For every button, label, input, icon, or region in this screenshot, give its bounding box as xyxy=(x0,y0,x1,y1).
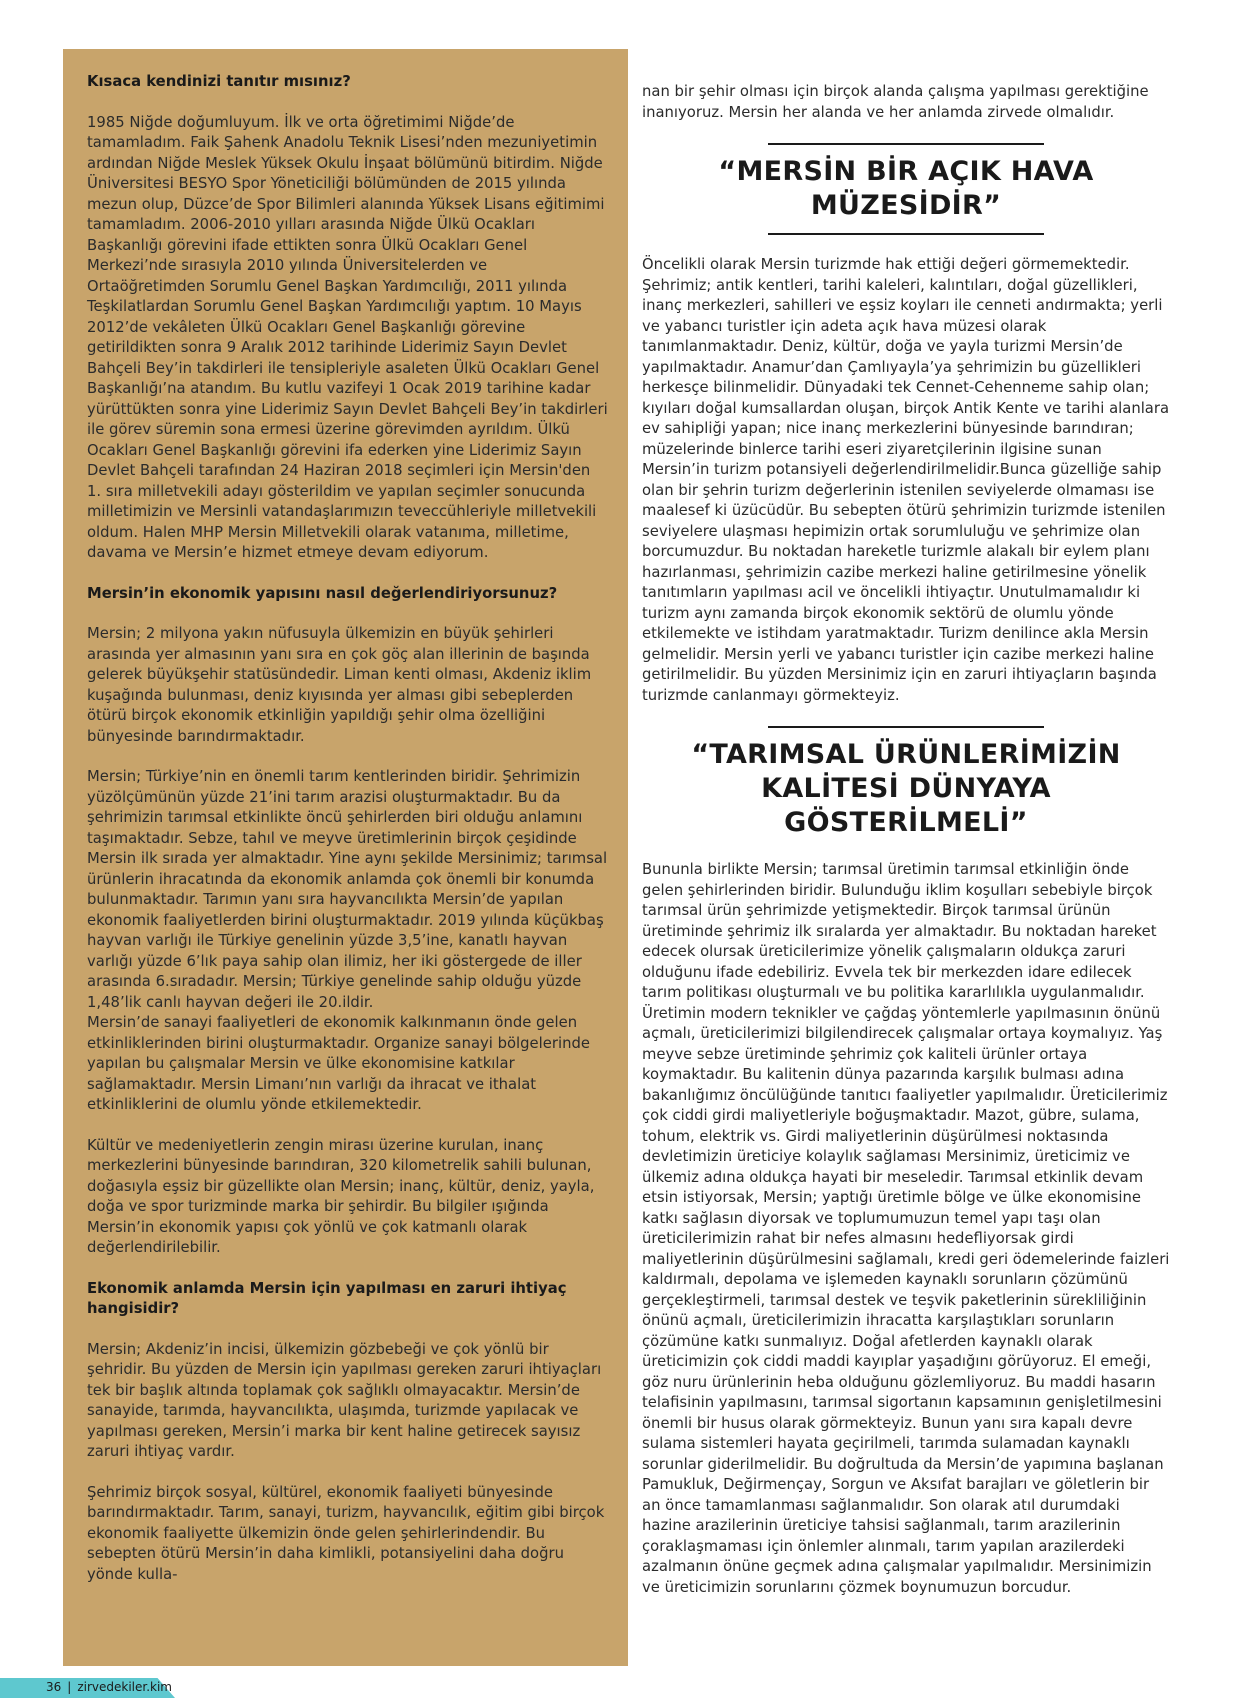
answer-2-para-1: Mersin; 2 milyona yakın nüfusuyla ülkemizin en büyük şehirleri arasında yer almasının yanı sıra en çok göç alan illerinin de başında gelerek büyükşehir statüsündedir. Liman kenti olması, Akdeniz iklim kuşağında bulunması, deniz kıyısında yer alması gibi sebeplerden ötürü birçok ekonomik etkinliğin yapıldığı şehir olma özelliğini bünyesinde barındırmaktadır. xyxy=(87,625,592,745)
page-footer xyxy=(0,1678,190,1700)
page-number: 36 xyxy=(46,1680,62,1694)
footer-separator: | xyxy=(67,1680,72,1694)
tourism-paragraph: Öncelikli olarak Mersin turizmde hak ettiği değeri görmemektedir. Şehrimiz; antik kentleri, tarihi kaleleri, kalıntıları, doğal güzellikleri, inanç merkezleri, sahilleri ve eşsiz koyları ile cenneti andırmakta; yerli ve yabancı turistler için adeta açık hava müzesi olarak tanımlanmaktadır. Deniz, kültür, doğa ve yayla turizmi Mersin’de yapılmaktadır. Anamur’dan Çamlıyayla’ya şehrimizin bu güzellikleri herkesçe bilinmelidir. Dünyadaki tek Cennet-Cehenneme sahip olan; kıyıları doğal kumsallardan oluşan, birçok Antik Kente ve tarihi alanlara ev sahipliği yapan; nice inanç merkezlerini bünyesinde barındıran; müzelerinde binlerce tarihi eseri ziyaretçilerinin ilgisine sunan Mersin’in turizm potansiyeli değerlendirilmelidir.Bunca güzelliğe sahip olan bir şehrin turizm değerlerinin istenilen seviyelerde olmaması ise maalesef ki üzücüdür. Bu sebepten ötürü şehrimizin turizmde istenilen seviyelere ulaşması hepimizin ortak sorumluluğu ve şehrimize olan borcumuzdur. Bu noktadan hareketle turizmle alakalı bir eylem planı hazırlanması, şehrimizin cazibe merkezi haline getirilmesine yönelik tanıtımların yapılması acil ve öncelikli ihtiyaçtır. Unutulmamalıdır ki turizm aynı zamanda birçok ekonomik sektörü de olumlu yönde etkilemekte ve istihdam yaratmaktadır. Turizm denilince akla Mersin gelmelidir. Mersin yerli ve yabancı turistler için cazibe merkezi haline getirilmelidir. Bu yüzden Mersinimiz için en zaruri ihtiyaçların başında turizmde canlanmayı görmekteyiz. xyxy=(642,256,1170,704)
divider xyxy=(768,726,1044,728)
question-2: Mersin’in ekonomik yapısını nasıl değerlendiriyorsunuz? xyxy=(87,584,558,602)
answer-2-para-2: Mersin; Türkiye’nin en önemli tarım kentlerinden biridir. Şehrimizin yüzölçümünün yüzde 21’ini tarım arazisi oluşturmaktadır. Bu da şehrimizin tarımsal etkinlikte öncü şehirlerden biri olduğu anlamını taşımaktadır. Sebze, tahıl ve meyve üretimlerinin birçok çeşidinde Mersin ilk sırada yer almaktadır. Yine aynı şekilde Mersinimiz; tarımsal ürünlerin ihracatında da ekonomik anlamda çok önemli bir konumda bulunmaktadır. Tarımın yanı sıra hayvancılıkta Mersin’de yapılan ekonomik faaliyetlerden birini oluşturmaktadır. 2019 yılında küçükbaş hayvan varlığı ile Türkiye genelinin yüzde 3,5’ine, kanatlı hayvan varlığı yüzde 6’lık paya sahip olan ilimiz, her iki göstergede de iller arasında 6.sıradadır. Mersin; Türkiye genelinde sahip olduğu yüzde 1,48’lik canlı hayvan değeri ile 20.ildir. xyxy=(87,768,608,1011)
answer-2-para-3: Mersin’de sanayi faaliyetleri de ekonomik kalkınmanın önde gelen etkinliklerinden birini oluşturmaktadır. Organize sanayi bölgelerinde yapılan bu çalışmalar Mersin ve ülke ekonomisine katkılar sağlamaktadır. Mersin Limanı’nın varlığı da ihracat ve ithalat etkinliklerini de olumlu yönde etkilemektedir. xyxy=(87,1014,590,1113)
site-link[interactable]: zirvedekiler.kim xyxy=(77,1680,172,1694)
continued-paragraph: nan bir şehir olması için birçok alanda çalışma yapılması gerektiğine inanıyoruz. Mersin her alanda ve her anlamda zirvede olmalıdır. xyxy=(642,83,1149,121)
answer-3-para-1: Mersin; Akdeniz’in incisi, ülkemizin gözbebeği ve çok yönlü bir şehridir. Bu yüzden de Mersin için yapılması gereken zaruri ihtiyaçları tek bir başlık altında toplamak çok sağlıklı olmayacaktır. Mersin’de sanayide, tarımda, hayvancılıkta, ulaşımda, turizmde yapılacak ve yapılması gereken, Mersin’i marka bir kent haline getirecek sayısız zaruri ihtiyaç vardır. xyxy=(87,1340,602,1460)
pull-quote-1 xyxy=(642,143,1170,235)
agriculture-paragraph: Bununla birlikte Mersin; tarımsal üretimin tarımsal etkinliğin önde gelen şehirlerinden biridir. Bulunduğu iklim koşulları sebebiyle birçok tarımsal ürün şehrimizde yetişmektedir. Birçok tarımsal ürünün üretiminde şehrimiz ilk sıralarda yer almaktadır. Bu noktadan hareket edecek olursak üreticilerimize yönelik çalışmaların oldukça zaruri olduğunu ifade edebiliriz. Evvela tek bir merkezden idare edilecek tarım politikası oluşturmalı ve bu politika kararlılıkla uygulanmalıdır. Üretimin modern teknikler ve çağdaş yöntemlerle yapılmasının önünü açmalı, üreticilerimizi bilgilendirecek çalışmalar ortaya koymalıyız. Yaş meyve sebze üretiminde şehrimiz çok kaliteli ürünler ortaya koymaktadır. Bu kalitenin dünya pazarında karşılık bulması adına bakanlığımız öncülüğünde tanıtıcı faaliyetler yapılmalıdır. Üreticilerimiz çok ciddi girdi maliyetleriyle boğuşmaktadır. Mazot, gübre, sulama, tohum, elektrik vs. Girdi maliyetlerinin düşürülmesi noktasında devletimizin üreticiye kolaylık sağlaması Mersinimiz, üreticimiz ve ülkemiz adına oldukça hayati bir meseledir. Tarımsal etkinlik devam etsin istiyorsak, Mersin; yaptığı üretimle bölge ve ülke ekonomisine katkı sağlasın diyorsak ve toplumumuzun temel yapı taşı olan üreticilerimizin rahat bir nefes almasını hedefliyorsak girdi maliyetlerinin düşürülmesini sağlamalı, kredi geri ödemelerinde faizleri kaldırmalı, depolama ve işlemeden kaynaklı sorunların çözümünü gerçekleştirmeli, tarımsal destek ve teşvik paketlerinin sürekliliğinin önünü açmalı, üreticilerimizin ihracatta karşılaştıkları sorunların çözümüne katkı sunmalıyız. Doğal afetlerden kaynaklı olarak üreticimizin çok ciddi maddi kayıplar yaşadığını görüyoruz. El emeği, göz nuru ürünlerinin heba olduğunu gözlemliyoruz. Bu maddi hasarın telafisinin yapılmasını, tarımsal sigortanın kapsamının genişletilmesini önemli bir husus olarak görmekteyiz. Bunun yanı sıra kapalı devre sulama sistemleri hayata geçirilmeli, tarımda sulamadan kaynaklı sorunlar giderilmelidir. Bu doğrultuda da Mersin’de yapımına başlanan Pamukluk, Değirmençay, Sorgun ve Aksıfat barajları ve göletlerin bir an önce tamamlanması sağlanmalıdır. Son olarak atıl durumdaki hazine arazilerinin üreticiye tahsisi sağlanmalı, tarım arazilerinin çoraklaşmaması için önlemler alınmalı, tarım yapılan arazilerdeki azalmanın önüne geçmek adına çalışmalar yapılmalıdır. Mersinimizin ve üreticimizin sorunlarını çözmek boynumuzun borcudur. xyxy=(642,861,1170,1596)
answer-3-para-2: Şehrimiz birçok sosyal, kültürel, ekonomik faaliyeti bünyesinde barındırmaktadır. Tarım, sanayi, turizm, hayvancılık, eğitim gibi birçok ekonomik faaliyette ülkemizin önde gelen şehirlerindendir. Bu sebepten ötürü Mersin’in daha kimlikli, potansiyelini daha doğru yönde kulla- xyxy=(87,1483,605,1583)
question-1: Kısaca kendinizi tanıtır mısınız? xyxy=(87,73,351,90)
pull-quote-2 xyxy=(642,726,1170,840)
pull-quote-1-text: “MERSİN BİR AÇIK HAVA MÜZESİDİR” xyxy=(718,156,1094,221)
question-3: Ekonomik anlamda Mersin için yapılması en zaruri ihtiyaç hangisidir? xyxy=(87,1279,567,1317)
pull-quote-2-text: “TARIMSAL ÜRÜNLERİMİZİN KALİTESİ DÜNYAYA GÖSTERİLMELİ” xyxy=(691,739,1121,838)
footer-text xyxy=(46,1680,172,1694)
divider xyxy=(768,233,1044,235)
answer-2-para-4: Kültür ve medeniyetlerin zengin mirası üzerine kurulan, inanç merkezlerini bünyesinde barındıran, 320 kilometrelik sahili bulunan, doğasıyla eşsiz bir güzellikte olan Mersin; inanç, kültür, deniz, yayla, doğa ve spor turizminde marka bir şehirdir. Bu bilgiler ışığında Mersin’in ekonomik yapısı çok yönlü ve çok katmanlı olarak değerlendirilebilir. xyxy=(87,1136,595,1256)
answer-1: 1985 Niğde doğumluyum. İlk ve orta öğretimimi Niğde’de tamamladım. Faik Şahenk Anadolu Teknik Lisesi’nden mezuniyetimin ardından Niğde Meslek Yüksek Okulu İnşaat bölümünü bitirdim. Niğde Üniversitesi BESYO Spor Yöneticiliği bölümünden de 2015 yılında mezun olup, Düzce’de Spor Bilimleri alanında Yüksek Lisans eğitimimi tamamladım. 2006-2010 yılları arasında Niğde Ülkü Ocakları Başkanlığı görevini ifade ettikten sonra Ülkü Ocakları Genel Merkezi’nde sırasıyla 2010 yılında Üniversitelerden ve Ortaöğretimden Sorumlu Genel Başkan Yardımcılığı, 2011 yılında Teşkilatlardan Sorumlu Genel Başkan Yardımcılığı yaptım. 10 Mayıs 2012’de vekâleten Ülkü Ocakları Genel Başkanlığı görevine getirildikten sonra 9 Aralık 2012 tarihinde Liderimiz Sayın Devlet Bahçeli Bey’in takdirleri ile tensipleriyle asaleten Ülkü Ocakları Genel Başkanlığı’na atandım. Bu kutlu vazifeyi 1 Ocak 2019 tarihine kadar yürüttükten sonra yine Liderimiz Sayın Devlet Bahçeli Bey’in takdirleri ile görev süremin sona ermesi üzerine görevimden ayrıldım. Ülkü Ocakları Genel Başkanlığı görevini ifa ederken yine Liderimiz Sayın Devlet Bahçeli tarafından 24 Haziran 2018 seçimleri için Mersin'den 1. sıra milletvekili adayı gösterildim ve yapılan seçimler sonucunda milletimizin ve Mersinli vatandaşlarımızın teveccühleriyle milletvekili oldum. Halen MHP Mersin Milletvekili olarak vatanıma, milletime, davama ve Mersin’e hizmet etmeye devam ediyorum. xyxy=(87,113,608,561)
divider xyxy=(768,143,1044,145)
right-column xyxy=(642,82,1170,1598)
left-column xyxy=(87,72,609,1585)
